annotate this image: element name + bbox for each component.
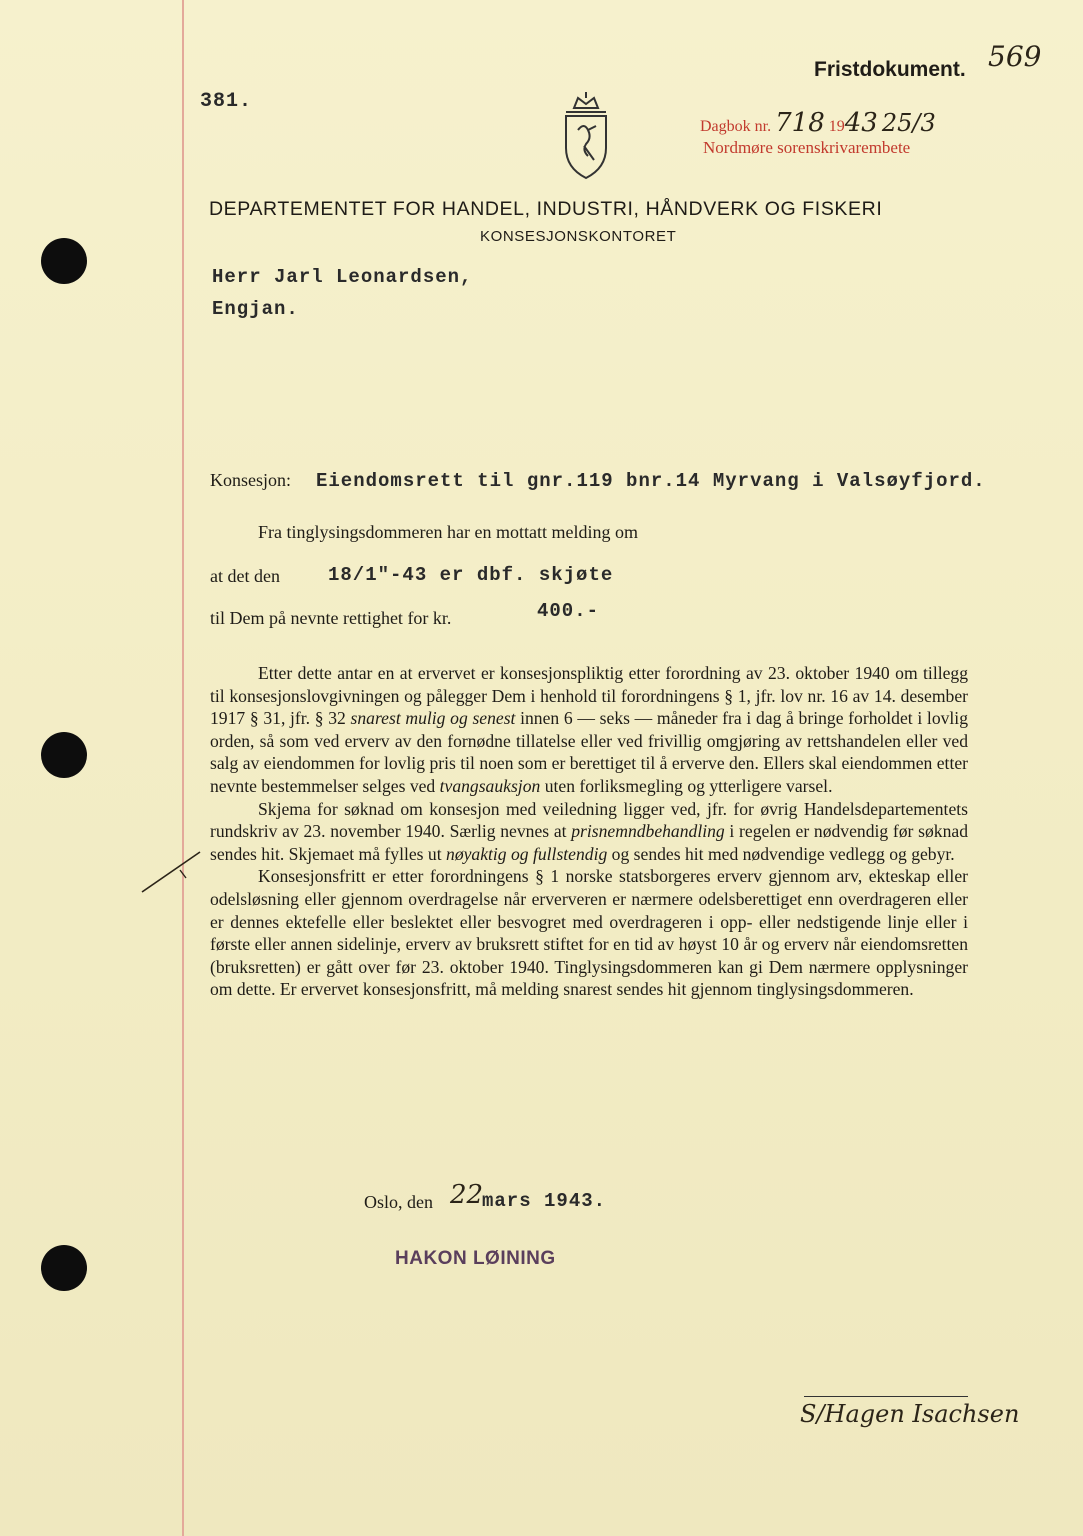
dagbok-date: 25/3 bbox=[881, 109, 936, 137]
punch-hole-top bbox=[41, 238, 87, 284]
intro-line-3-label: til Dem på nevnte rettighet for kr. bbox=[210, 608, 452, 628]
closing-month-year: mars 1943. bbox=[482, 1190, 607, 1212]
letter-body bbox=[210, 662, 968, 1001]
punch-hole-middle bbox=[41, 732, 87, 778]
paragraph-1: Etter dette antar en at ervervet er konsesjonspliktig etter forordning av 23. oktober 1940 om tillegg til konsesjonslovgivningen og pålegger Dem i henhold til forordningens § 1, jfr. lov nr. 16 av 14. desember 1917 § 31, jfr. § 32 snarest mulig og senest innen 6 — seks — måneder fra i dag å bringe forholdet i lovlig orden, så som ved erverv av den fornødne tillatelse eller ved frivillig omgjøring av rettshandelen eller ved salg av eiendommen for lovlig pris til noen som er berettiget til å erverve den. Ellers skal eiendommen etter nevnte bestemmelser selges ved tvangsauksjon uten forliksmegling og ytterligere varsel. bbox=[210, 663, 968, 796]
paragraph-3: Konsesjonsfritt er etter forordningens § 1 norske statsborgeres erverv gjennom arv, ekteskap eller odelsløsning eller gjennom overdragelse når erververen er nærmere odelsberettiget enn overdrageren eller er dennes ektefelle eller beslektet eller besvogret med overdrageren i opp- eller nedstigende linje eller i første eller annen sidelinje, erverv av bruksrett stiftet for en tid av høyst 10 år og erverv når eiendomsretten (bruksretten) er gått over før 23. oktober 1940. Tinglysingsdommeren kan gi Dem nærmere opplysninger om dette. Er ervervet konsesjonsfritt, må melding snarest sendes hit gjennom tinglysingsdommeren. bbox=[210, 866, 968, 1000]
fristdokument-label: Fristdokument. bbox=[814, 58, 966, 81]
signatory-stamp: HAKON LØINING bbox=[395, 1248, 556, 1269]
office-stamp: Nordmøre sorenskrivarembete bbox=[703, 138, 911, 157]
dagbok-number: 718 bbox=[775, 108, 825, 138]
intro-line-2-label: at det den bbox=[210, 566, 280, 586]
margin-check-mark bbox=[140, 848, 204, 894]
dagbok-stamp bbox=[700, 108, 936, 138]
handwritten-signature: S/Hagen Isachsen bbox=[800, 1400, 1020, 1428]
punch-hole-bottom bbox=[41, 1245, 87, 1291]
intro-line-2-value: 18/1"-43 er dbf. skjøte bbox=[328, 564, 614, 586]
closing-place-label: Oslo, den bbox=[364, 1192, 433, 1212]
norwegian-coat-of-arms-icon bbox=[558, 90, 614, 182]
office-heading: KONSESJONSKONTORET bbox=[480, 228, 677, 245]
recipient-place: Engjan. bbox=[212, 298, 299, 320]
closing-day: 22 bbox=[450, 1180, 484, 1210]
intro-line-3-value: 400.- bbox=[537, 600, 600, 622]
dagbok-year-prefix: 19 bbox=[828, 118, 845, 135]
intro-line-1: Fra tinglysingsdommeren har en mottatt melding om bbox=[258, 522, 638, 542]
page-number: 569 bbox=[988, 40, 1042, 73]
department-heading: DEPARTEMENTET FOR HANDEL, INDUSTRI, HÅNDVERK OG FISKERI bbox=[209, 198, 883, 220]
dagbok-year: 43 bbox=[844, 108, 878, 138]
signature-line bbox=[804, 1396, 968, 1397]
red-margin-line bbox=[182, 0, 184, 1536]
subject-value: Eiendomsrett til gnr.119 bnr.14 Myrvang i Valsøyfjord. bbox=[316, 470, 986, 492]
subject-label: Konsesjon: bbox=[210, 470, 291, 490]
dagbok-label: Dagbok nr. bbox=[700, 118, 772, 135]
recipient-name: Herr Jarl Leonardsen, bbox=[212, 266, 473, 288]
paragraph-2: Skjema for søknad om konsesjon med veiledning ligger ved, jfr. for øvrig Handelsdepartementets rundskriv av 23. november 1940. Særlig nevnes at prisnemndbehandling i regelen er nødvendig før søknad sendes hit. Skjemaet må fylles ut nøyaktig og fullstendig og sendes hit med nødvendige vedlegg og gebyr. bbox=[210, 798, 968, 864]
document-code: 381. bbox=[200, 90, 253, 113]
